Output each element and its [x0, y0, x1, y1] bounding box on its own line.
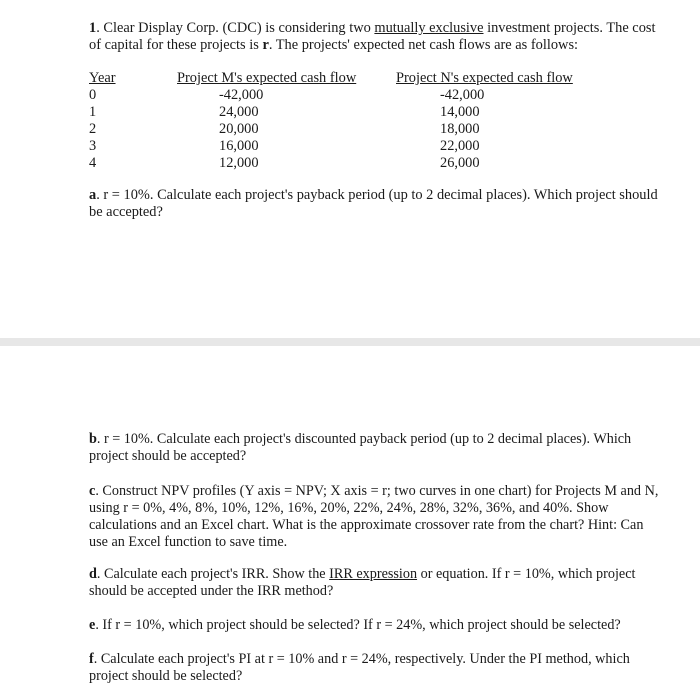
part-f [89, 651, 661, 685]
year-cell: 0 [89, 87, 97, 103]
part-f-label: f [89, 651, 94, 667]
part-b-label: b [89, 431, 97, 447]
intro-text-1: . Clear Display Corp. (CDC) is considering two [96, 20, 375, 36]
part-d-label: d [89, 566, 97, 582]
project-n-cell: 14,000 [440, 104, 480, 120]
question-number: 1 [89, 20, 97, 36]
project-n-cell: 26,000 [440, 155, 480, 171]
part-a-label: a [89, 187, 97, 203]
part-a [89, 187, 661, 221]
part-e [89, 617, 661, 634]
part-d-text-1: . Calculate each project's IRR. Show the [96, 566, 330, 582]
intro-underlined: mutually exclusive [374, 20, 484, 36]
part-d-underlined: IRR expression [329, 566, 418, 582]
project-m-cell: 20,000 [219, 121, 259, 137]
project-n-cell: 22,000 [440, 138, 480, 154]
part-e-text: . If r = 10%, which project should be selected? If r = 24%, which project should be selected? [95, 617, 621, 633]
year-column [89, 70, 116, 172]
part-a-text: . r = 10%. Calculate each project's payback period (up to 2 decimal places). Which project should be accepted? [89, 187, 658, 220]
project-n-cell: -42,000 [440, 87, 485, 103]
part-e-label: e [89, 617, 96, 633]
question-intro [89, 20, 661, 54]
project-m-header: Project M's expected cash flow [177, 70, 357, 86]
intro-r: r [262, 37, 269, 53]
part-d [89, 566, 661, 600]
project-m-cell: 24,000 [219, 104, 259, 120]
project-m-column [177, 70, 356, 172]
part-d-text-2: or equation. If r = 10%, which project should be accepted under the IRR method? [89, 566, 636, 599]
part-c-text: . Construct NPV profiles (Y axis = NPV; X axis = r; two curves in one chart) for Projects M and N, using r = 0%, 4%, 8%, 10%, 12%, 16%, 20%, 22%, 24%, 28%, 32%, 36%, and 40%. Show calculations and an Excel chart. What is the approximate crossover rate from the chart? Hint: Can use an Excel function to save time. [89, 483, 659, 550]
year-header: Year [89, 70, 116, 86]
project-n-header: Project N's expected cash flow [396, 70, 573, 86]
project-m-cell: 16,000 [219, 138, 259, 154]
intro-text-2: investment projects. The cost of capital for these projects is [89, 20, 656, 53]
part-c-label: c [89, 483, 96, 499]
part-f-text: . Calculate each project's PI at r = 10% and r = 24%, respectively. Under the PI method, which project should be selected? [89, 651, 630, 684]
part-b-text: . r = 10%. Calculate each project's discounted payback period (up to 2 decimal places). Which project should be accepted? [89, 431, 632, 464]
part-c [89, 483, 661, 551]
page-gap [0, 338, 700, 346]
year-cell: 3 [89, 138, 97, 154]
page-1 [0, 0, 700, 338]
part-b [89, 431, 661, 465]
intro-text-3: . The projects' expected net cash flows are as follows: [268, 37, 579, 53]
project-n-cell: 18,000 [440, 121, 480, 137]
year-cell: 1 [89, 104, 97, 120]
project-m-cell: 12,000 [219, 155, 259, 171]
year-cell: 4 [89, 155, 97, 171]
year-cell: 2 [89, 121, 97, 137]
project-n-column [396, 70, 573, 172]
project-m-cell: -42,000 [219, 87, 264, 103]
